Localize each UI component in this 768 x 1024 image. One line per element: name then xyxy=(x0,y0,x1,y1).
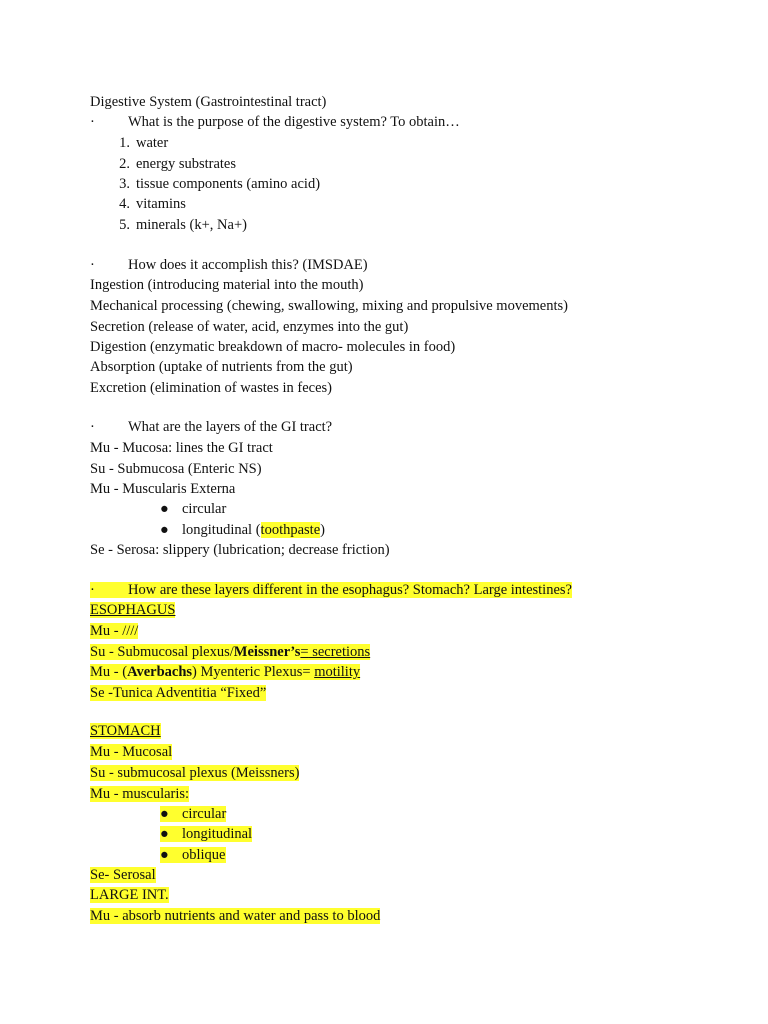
bullet-icon: · xyxy=(90,419,95,435)
sub-list-item: ● longitudinal xyxy=(160,826,253,842)
list-item-text: vitamins xyxy=(136,196,186,212)
process-line: Excretion (elimination of wastes in feces) xyxy=(90,380,332,396)
highlighted-text: toothpaste xyxy=(260,522,321,538)
process-line: Ingestion (introducing material into the mouth) xyxy=(90,277,364,293)
stomach-mu: Mu - Mucosal xyxy=(90,744,173,760)
process-line: Secretion (release of water, acid, enzymes into the gut) xyxy=(90,319,409,335)
list-number: 1. xyxy=(119,135,130,151)
list-item-text: minerals (k+, Na+) xyxy=(136,217,247,233)
list-item-text: energy substrates xyxy=(136,156,236,172)
list-item-text: longitudinal ( xyxy=(182,522,261,538)
list-number: 5. xyxy=(119,217,130,233)
stomach-heading: STOMACH xyxy=(90,723,161,739)
list-item xyxy=(108,155,236,174)
list-item-text: water xyxy=(136,135,169,151)
question-text: What is the purpose of the digestive system? To obtain… xyxy=(128,114,460,130)
how-question xyxy=(90,256,368,275)
question-text: How does it accomplish this? (IMSDAE) xyxy=(128,257,368,273)
list-number: 2. xyxy=(119,156,130,172)
layers-question xyxy=(90,418,332,437)
esophagus-su: Su - Submucosal plexus/Meissner’s= secretions xyxy=(90,644,371,660)
different-question xyxy=(90,581,572,600)
bullet-icon: · xyxy=(90,582,95,598)
esophagus-heading: ESOPHAGUS xyxy=(90,602,176,618)
purpose-question xyxy=(90,113,460,132)
list-item-text: ) xyxy=(320,522,325,538)
layer-line: Mu - Muscularis Externa xyxy=(90,481,236,497)
sub-list-item xyxy=(160,500,226,519)
list-number: 3. xyxy=(119,176,130,192)
list-number: 4. xyxy=(119,196,130,212)
list-item xyxy=(108,195,186,214)
stomach-su: Su - submucosal plexus (Meissners) xyxy=(90,765,300,781)
list-item-text: tissue components (amino acid) xyxy=(136,176,321,192)
esophagus-mu2: Mu - (Averbachs) Myenteric Plexus= motility xyxy=(90,664,361,680)
process-line: Mechanical processing (chewing, swallowing, mixing and propulsive movements) xyxy=(90,298,568,314)
process-line: Digestion (enzymatic breakdown of macro- molecules in food) xyxy=(90,339,456,355)
process-line: Absorption (uptake of nutrients from the gut) xyxy=(90,359,353,375)
sub-list-item: ● oblique xyxy=(160,847,226,863)
large-int-mu: Mu - absorb nutrients and water and pass to blood xyxy=(90,908,381,924)
bullet-icon: ● xyxy=(160,826,169,842)
sub-list-item xyxy=(160,521,325,540)
bullet-icon: ● xyxy=(160,522,169,538)
list-item xyxy=(108,134,168,153)
bullet-icon: ● xyxy=(160,847,169,863)
large-int-heading: LARGE INT. xyxy=(90,887,169,903)
stomach-muscularis: Mu - muscularis: xyxy=(90,786,190,802)
question-text: What are the layers of the GI tract? xyxy=(128,419,333,435)
layer-line: Su - Submucosa (Enteric NS) xyxy=(90,461,262,477)
layer-line: Se - Serosa: slippery (lubrication; decrease friction) xyxy=(90,542,390,558)
bullet-icon: · xyxy=(90,114,95,130)
list-item xyxy=(108,216,247,235)
list-item-text: circular xyxy=(182,501,227,517)
bullet-icon: ● xyxy=(160,501,169,517)
bullet-icon: · xyxy=(90,257,95,273)
sub-list-item: ● circular xyxy=(160,806,227,822)
bullet-icon: ● xyxy=(160,806,169,822)
stomach-se: Se- Serosal xyxy=(90,867,156,883)
layer-line: Mu - Mucosa: lines the GI tract xyxy=(90,440,273,456)
question-text: How are these layers different in the esophagus? Stomach? Large intestines? xyxy=(128,582,572,598)
esophagus-se: Se -Tunica Adventitia “Fixed” xyxy=(90,685,267,701)
document-title: Digestive System (Gastrointestinal tract) xyxy=(90,94,327,110)
esophagus-mu: Mu - //// xyxy=(90,623,139,639)
list-item xyxy=(108,175,320,194)
